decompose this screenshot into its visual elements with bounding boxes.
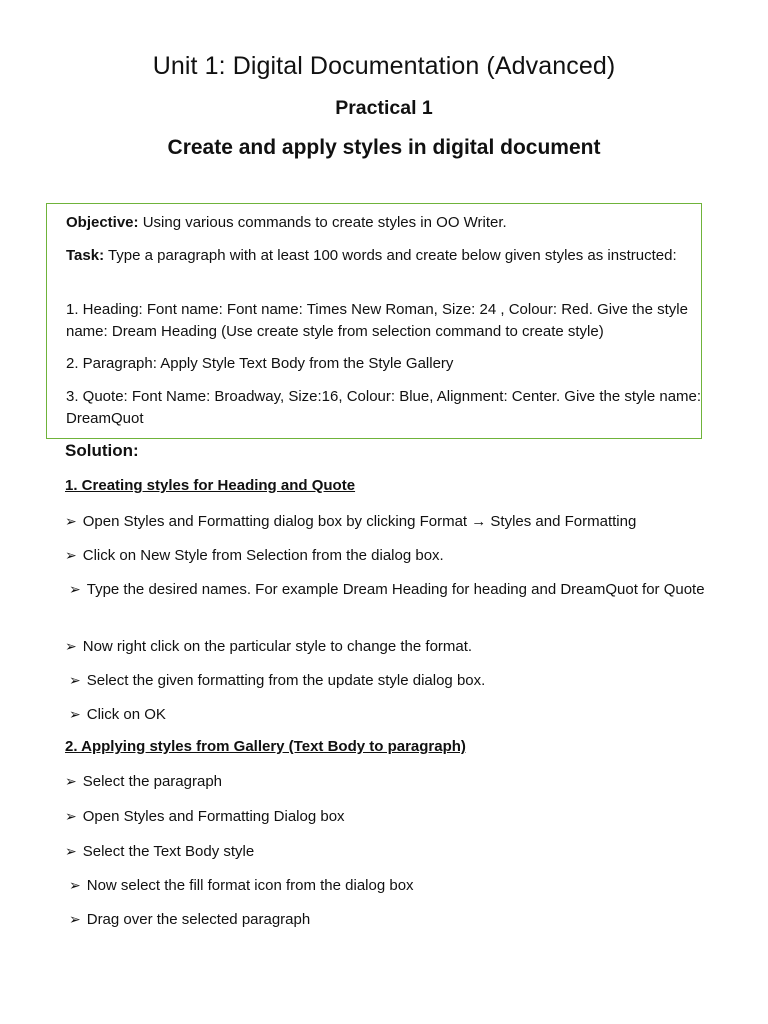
step-text: Select the Text Body style [82,843,255,860]
arrow-bullet-icon: ➢ [65,774,77,790]
step-text: Select the paragraph [82,773,222,790]
arrow-bullet-icon: ➢ [65,548,77,564]
arrow-bullet-icon: ➢ [69,912,81,928]
section2-heading: 2. Applying styles from Gallery (Text Body to paragraph) [65,738,466,755]
arrow-bullet-icon: ➢ [65,514,77,530]
step-text: Open Styles and Formatting Dialog box [82,808,345,825]
list-item [69,669,709,693]
arrow-bullet-icon: ➢ [65,639,77,655]
main-title: Create and apply styles in digital document [167,136,601,159]
list-item [65,770,705,794]
step-text: Now right click on the particular style to change the format. [82,638,473,655]
step-text: Click on OK [86,706,166,723]
arrow-bullet-icon: ➢ [69,673,81,689]
objective-label: Objective: [66,214,139,231]
step-text: Type the desired names. For example Dream Heading for heading and DreamQuot for Quote [86,581,705,598]
solution-label: Solution: [65,441,139,460]
arrow-bullet-icon: ➢ [65,844,77,860]
list-item [69,908,709,932]
list-item [69,578,709,602]
objective-paragraph [66,212,702,234]
task-item-heading: 1. Heading: Font name: Font name: Times New Roman, Size: 24 , Colour: Red. Give the style name: Dream Heading (Use create style from selection command to create style) [66,301,688,340]
objective-box [46,203,702,439]
unit-title: Unit 1: Digital Documentation (Advanced) [152,52,616,80]
list-item [65,805,705,829]
arrow-bullet-icon: ➢ [69,707,81,723]
list-item [65,544,705,568]
step-text: Click on New Style from Selection from the dialog box. [82,547,444,564]
list-item [69,874,709,898]
task-text: Type a paragraph with at least 100 words and create below given styles as instructed: [104,247,677,264]
task-item-paragraph: 2. Paragraph: Apply Style Text Body from the Style Gallery [66,355,454,372]
list-item [65,635,705,659]
list-item [65,510,705,534]
arrow-bullet-icon: ➢ [65,809,77,825]
step-text: Now select the fill format icon from the dialog box [86,877,414,894]
step-text: Open Styles and Formatting dialog box by clicking Format → Styles and Formatting [82,513,637,530]
arrow-bullet-icon: ➢ [69,878,81,894]
list-item [65,840,705,864]
task-label: Task: [66,247,105,264]
arrow-bullet-icon: ➢ [69,582,81,598]
step-text: Select the given formatting from the update style dialog box. [86,672,486,689]
task-item-quote: 3. Quote: Font Name: Broadway, Size:16, Colour: Blue, Alignment: Center. Give the style name: DreamQuot [66,388,702,427]
step-text: Drag over the selected paragraph [86,911,311,928]
task-paragraph [66,245,702,267]
list-item [69,703,709,727]
practical-title: Practical 1 [335,97,433,119]
objective-text: Using various commands to create styles in OO Writer. [138,214,507,231]
section1-heading: 1. Creating styles for Heading and Quote [65,477,356,494]
